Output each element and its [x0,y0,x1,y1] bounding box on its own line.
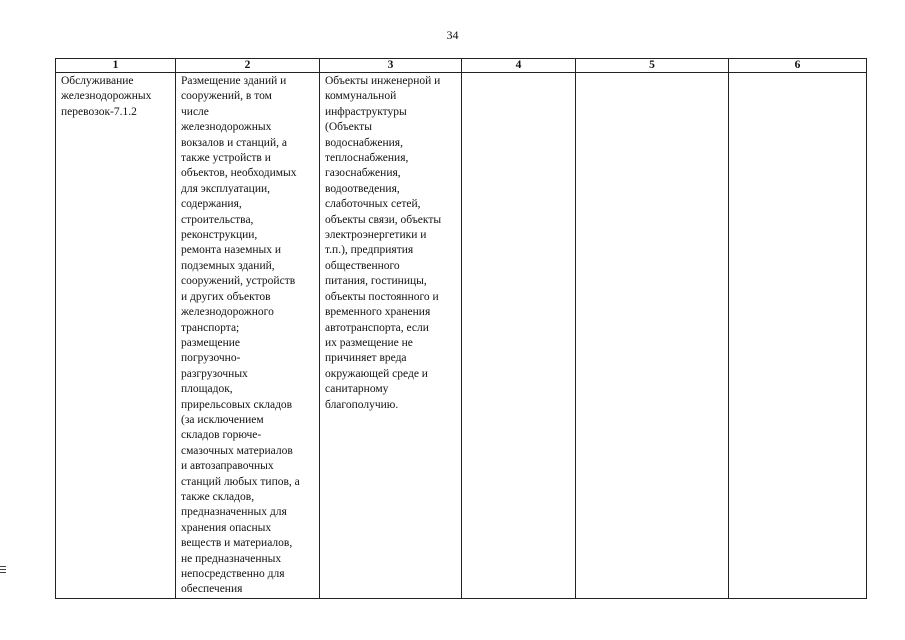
column-header-6: 6 [729,59,867,73]
table-cell [462,73,576,599]
header-row [56,59,867,73]
margin-mark-icon [0,566,6,575]
column-header-3: 3 [320,59,462,73]
column-header-2: 2 [176,59,320,73]
table-cell [320,73,462,599]
table-cell [729,73,867,599]
column-header-4: 4 [462,59,576,73]
column-header-5: 5 [576,59,729,73]
land-use-description: Размещение зданий и сооружений, в том числе железнодорожных вокзалов и станций, а также устройств и объектов, необходимых для эксплуатации, содержания, строительства, реконструкции, ремонта наземных и подземных зданий, сооружений, устройств и других объектов железнодорожного транспорта; размещение погрузочно- разгрузочных площадок, прирельсовых складов (за исключением складов горюче- смазочных материалов и автозаправочных станций любых типов, а также складов, предназначенных для хранения опасных веществ и материалов, не предназначенных непосредственно для обеспечения [181,75,300,596]
column-6-cell [729,73,866,74]
table-row [56,73,867,599]
table-cell [56,73,176,599]
column-5-cell [576,73,728,74]
column-header-1: 1 [56,59,176,73]
column-4-cell [462,73,575,74]
table-cell [176,73,320,599]
page-number: 34 [446,28,459,42]
auxiliary-use-description: Объекты инженерной и коммунальной инфраструктуры (Объекты водоснабжения, теплоснабжения, газоснабжения, водоотведения, слаботочных сетей, объекты связи, объекты электроэнергетики и т.п.), предприятия общественного питания, гостиницы, объекты постоянного и временного хранения автотранспорта, если их размещение не причиняет вреда окружающей среде и санитарному благополучию. [325,75,442,411]
zoning-table [55,58,867,599]
land-use-type: Обслуживание железнодорожных перевозок-7.1.2 [61,75,152,118]
table-cell [576,73,729,599]
